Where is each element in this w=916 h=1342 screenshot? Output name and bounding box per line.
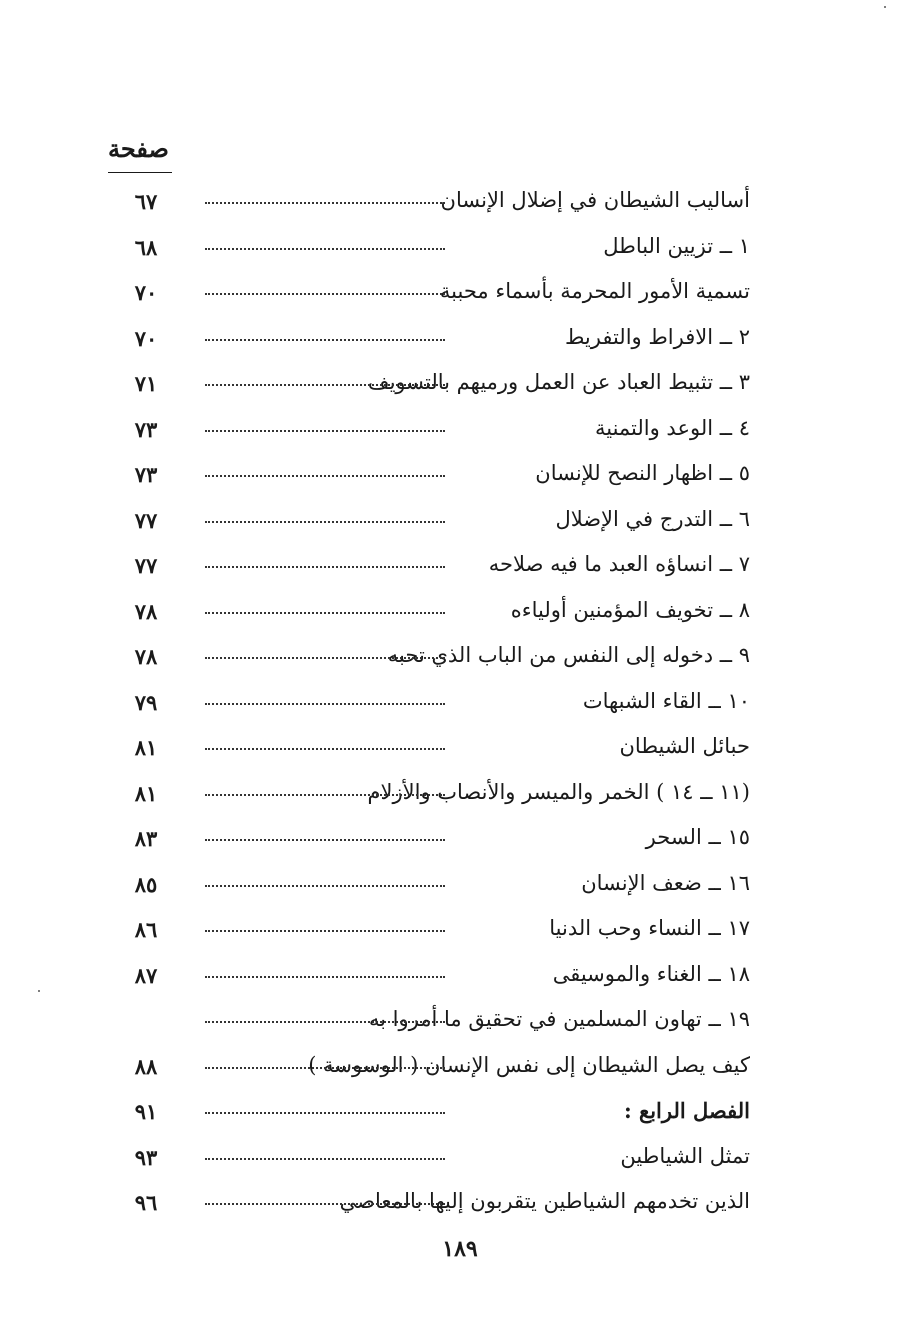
dot-leader: [205, 612, 445, 616]
dot-leader: [205, 248, 445, 252]
toc-entry: [0, 780, 916, 820]
toc-entry-page: ٧٠: [134, 280, 158, 305]
scan-speck: [38, 990, 40, 992]
dot-leader: [205, 430, 445, 434]
scan-speck: [884, 6, 886, 8]
toc-entry: [0, 734, 916, 774]
toc-entry: [0, 1007, 916, 1047]
toc-entry-page: ٧٧: [134, 508, 158, 533]
toc-entry-page: ٧١: [134, 371, 158, 396]
dot-leader: [205, 566, 445, 570]
toc-entry-page: ٨٥: [134, 872, 158, 897]
toc-entry-page: ٨٧: [134, 963, 158, 988]
toc-entry-title: أساليب الشيطان في إضلال الإنسان: [440, 188, 750, 212]
toc-entry-page: ٨٣: [134, 826, 158, 851]
toc-entry: [0, 962, 916, 1002]
toc-entry: [0, 689, 916, 729]
toc-entry-page: ٧٣: [134, 417, 158, 442]
toc-entry-title: تمثل الشياطين: [620, 1144, 750, 1168]
toc-entry: [0, 598, 916, 638]
dot-leader: [205, 885, 445, 889]
toc-entry-page: ٦٨: [134, 235, 158, 260]
toc-entry-title: ١٥ ــ السحر: [645, 825, 750, 849]
dot-leader: [205, 1067, 445, 1071]
toc-entry-title: ١٠ ــ القاء الشبهات: [582, 689, 750, 713]
toc-entry-title: ١ ــ تزيين الباطل: [603, 234, 750, 258]
toc-entry: [0, 416, 916, 456]
dot-leader: [205, 657, 445, 661]
toc-entry: [0, 916, 916, 956]
dot-leader: [205, 794, 445, 798]
toc-entry-title: ٥ ــ اظهار النصح للإنسان: [535, 461, 750, 485]
toc-entry: [0, 279, 916, 319]
toc-entry: [0, 1098, 916, 1138]
toc-entry-title: ٨ ــ تخويف المؤمنين أولياءه: [510, 598, 750, 622]
dot-leader: [205, 202, 445, 206]
toc-entry-title: ٢ ــ الافراط والتفريط: [564, 325, 750, 349]
dot-leader: [205, 703, 445, 707]
toc-entry-title: ١٦ ــ ضعف الإنسان: [581, 871, 750, 895]
toc-entry-title: (١١ ــ ١٤ ) الخمر والميسر والأنصاب والأزلام: [367, 780, 750, 804]
dot-leader: [205, 930, 445, 934]
page-number: ١٨٩: [442, 1236, 478, 1262]
dot-leader: [205, 976, 445, 980]
toc-entry: [0, 507, 916, 547]
toc-entry-page: ٨٨: [134, 1054, 158, 1079]
toc-entry: [0, 461, 916, 501]
toc-entry-page: ٧٩: [134, 690, 158, 715]
toc-entry-title: ٣ ــ تثبيط العباد عن العمل ورميهم بالتسويف: [367, 370, 750, 394]
toc-entry-title: الفصل الرابع :: [623, 1098, 750, 1123]
dot-leader: [205, 521, 445, 525]
dot-leader: [205, 1112, 445, 1116]
toc-entry-page: ٩١: [134, 1099, 158, 1124]
header-underline: [108, 172, 172, 173]
toc-entry-title: تسمية الأمور المحرمة بأسماء محببة: [439, 279, 750, 303]
toc-entry-title: ٤ ــ الوعد والتمنية: [594, 416, 750, 440]
toc-entry: [0, 370, 916, 410]
toc-entry-page: ٧٠: [134, 326, 158, 351]
dot-leader: [205, 1203, 445, 1207]
toc-entry: [0, 825, 916, 865]
toc-entry: [0, 234, 916, 274]
toc-entry-title: حبائل الشيطان: [619, 734, 750, 758]
toc-entry: [0, 1053, 916, 1093]
dot-leader: [205, 384, 445, 388]
toc-entry: [0, 552, 916, 592]
toc-entry: [0, 188, 916, 228]
toc-entry-page: ٧٨: [134, 644, 158, 669]
dot-leader: [205, 475, 445, 479]
toc-entry-title: ٧ ــ انساؤه العبد ما فيه صلاحه: [488, 552, 750, 576]
toc-entry-page: ٨٦: [134, 917, 158, 942]
toc-entry-page: ٧٣: [134, 462, 158, 487]
toc-entry-title: ١٧ ــ النساء وحب الدنيا: [549, 916, 750, 940]
toc-entry-page: ٩٦: [134, 1190, 158, 1215]
toc-entry-page: ٨١: [134, 735, 158, 760]
toc-entry-title: كيف يصل الشيطان إلى نفس الإنسان ( الوسوسة ): [308, 1053, 750, 1077]
toc-entry-page: ٧٧: [134, 553, 158, 578]
toc-entry-title: الذين تخدمهم الشياطين يتقربون إليها بالمعاصي: [339, 1189, 750, 1213]
toc-entry-title: ١٨ ــ الغناء والموسيقى: [552, 962, 750, 986]
toc-entry: [0, 643, 916, 683]
toc-entry: [0, 1189, 916, 1229]
dot-leader: [205, 339, 445, 343]
page-column-header: صفحة: [108, 134, 169, 163]
toc-entry: [0, 871, 916, 911]
toc-entry-page: ٨١: [134, 781, 158, 806]
toc-entry-title: ٦ ــ التدرج في الإضلال: [555, 507, 750, 531]
toc-entry-page: ٩٣: [134, 1145, 158, 1170]
toc-entry-page: ٧٨: [134, 599, 158, 624]
dot-leader: [205, 1021, 445, 1025]
toc-entry-page: ٦٧: [134, 189, 158, 214]
toc-entry-title: ١٩ ــ تهاون المسلمين في تحقيق ما أمروا به: [368, 1007, 750, 1031]
dot-leader: [205, 748, 445, 752]
dot-leader: [205, 293, 445, 297]
toc-entry: [0, 325, 916, 365]
dot-leader: [205, 1158, 445, 1162]
toc-entry-title: ٩ ــ دخوله إلى النفس من الباب الذي تحبه: [387, 643, 750, 667]
toc-entry: [0, 1144, 916, 1184]
dot-leader: [205, 839, 445, 843]
